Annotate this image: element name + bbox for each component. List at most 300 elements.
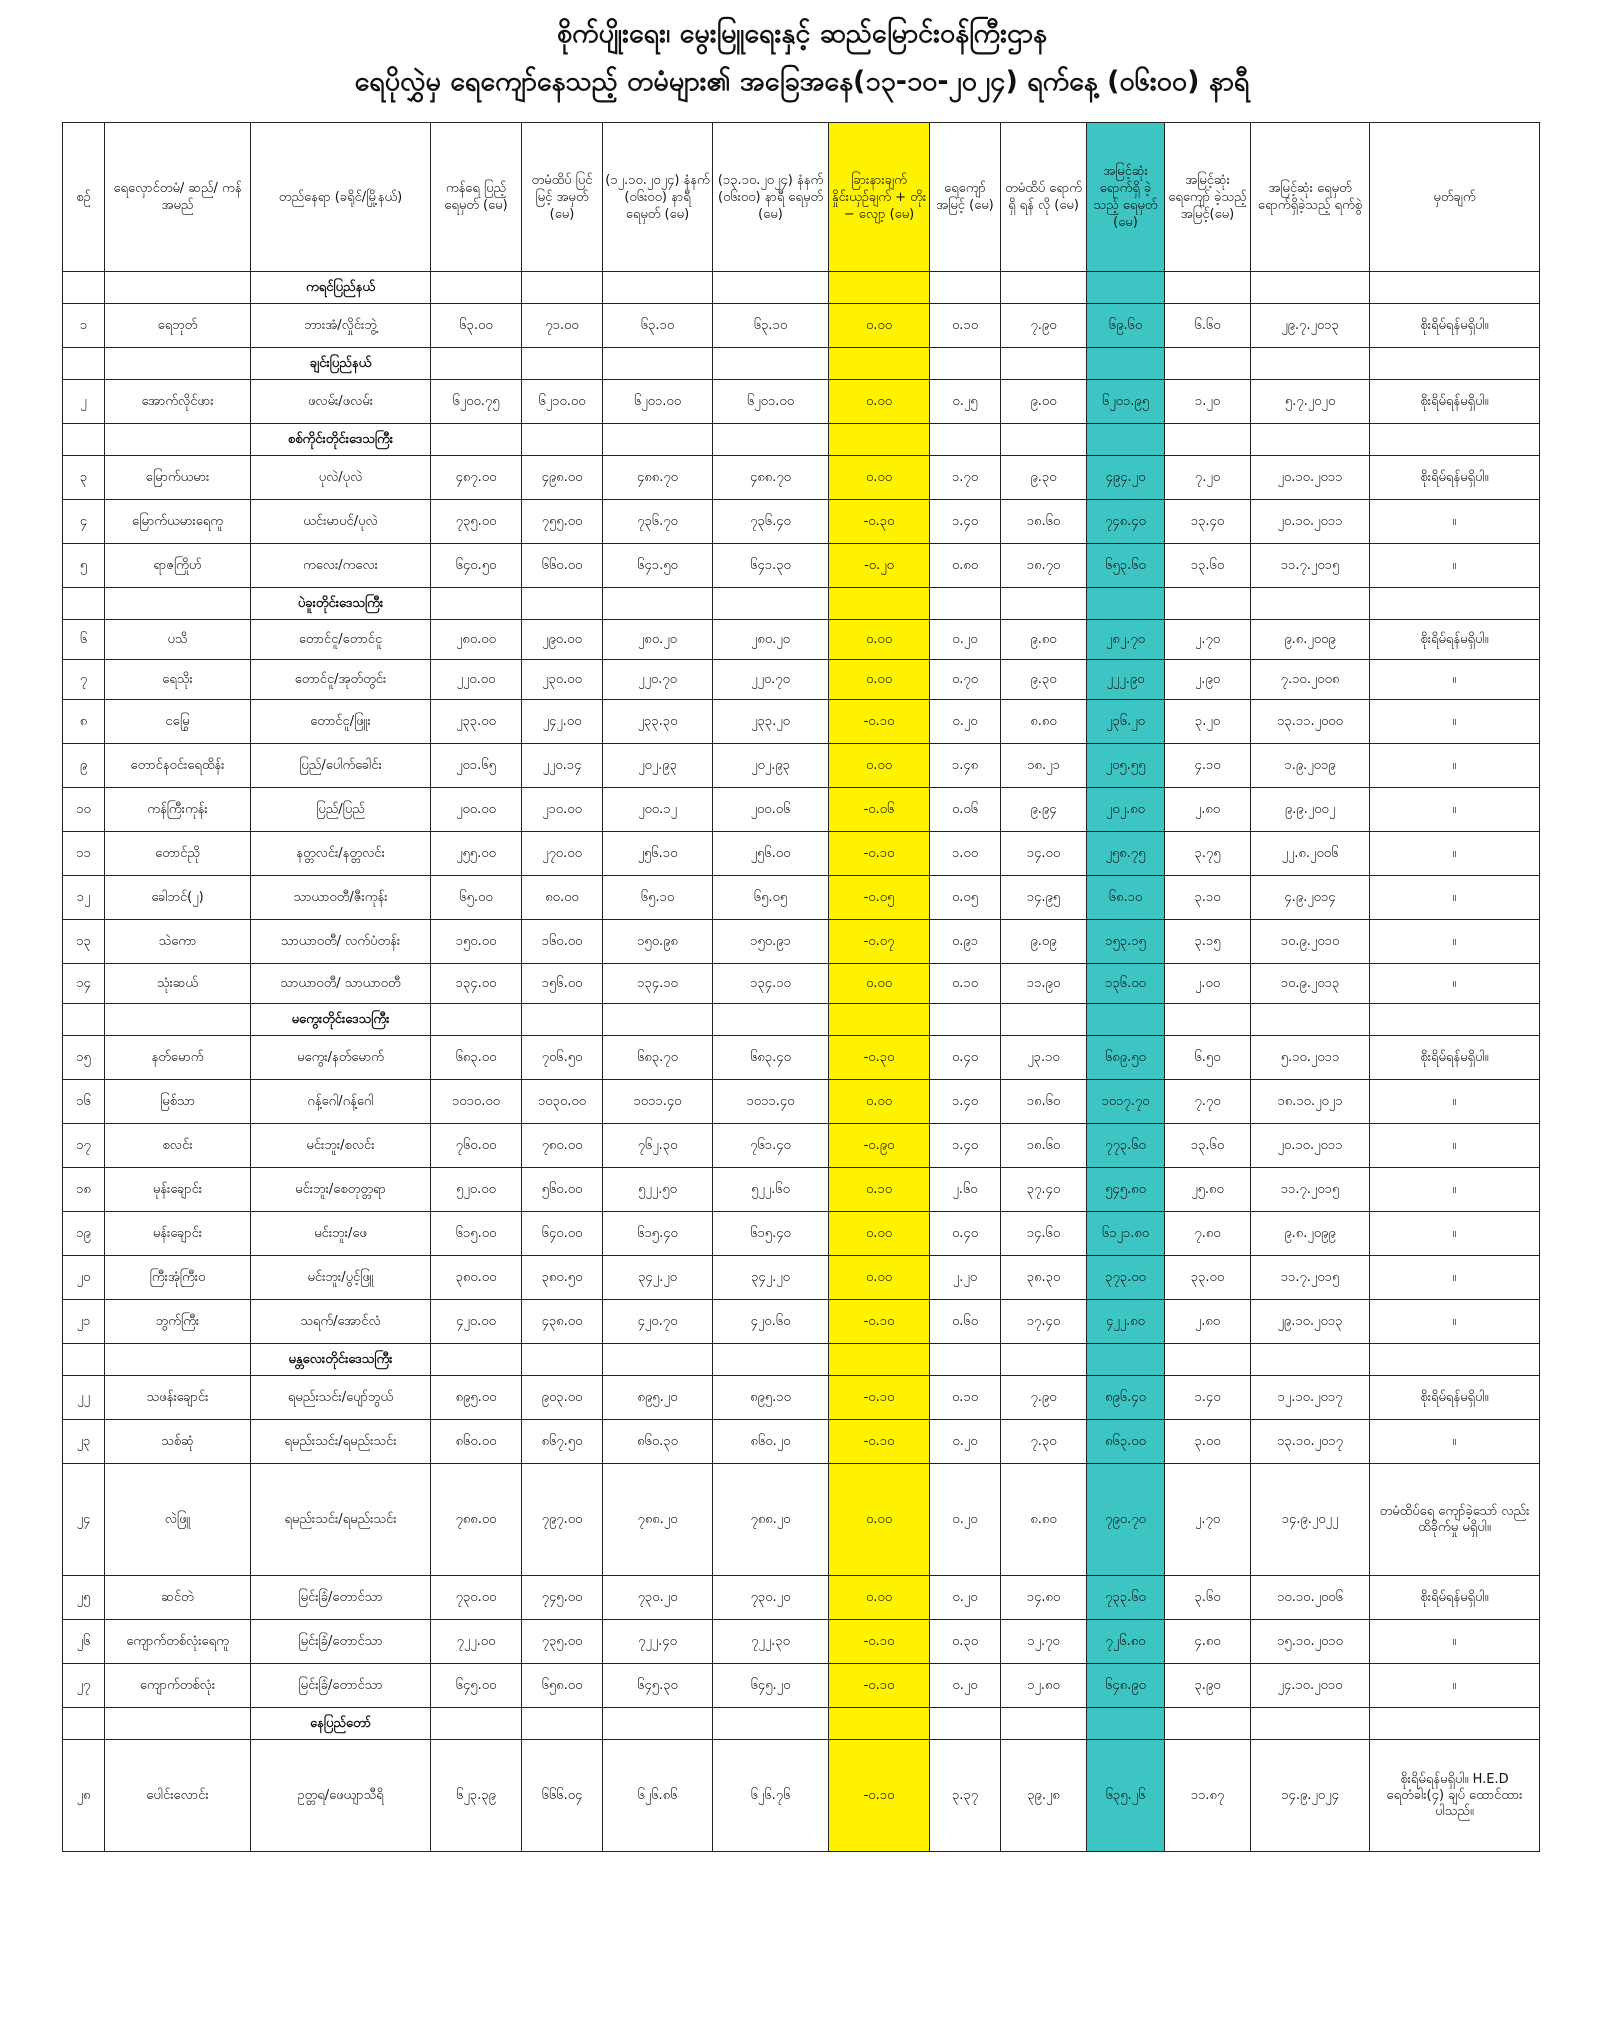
table-cell: ၁၅.၁၀.၂၀၁၀ bbox=[1251, 1620, 1370, 1664]
table-cell: ၂၈၀.၀၀ bbox=[431, 620, 522, 660]
table-cell bbox=[713, 348, 829, 380]
table-cell: ၉.၉၄ bbox=[1001, 788, 1087, 832]
table-cell: ၂၅၆.၁၀ bbox=[603, 832, 713, 876]
table-row bbox=[63, 1036, 1540, 1080]
table-cell: ၁၃.၆၀ bbox=[1165, 1124, 1251, 1168]
table-cell: ၇၆၀.၀၀ bbox=[431, 1124, 522, 1168]
page-subtitle: ရေပိုလွှဲမှ ရေကျော်နေသည့် တမံများ၏ အခြေအနေ(၁၃-၁၀-၂၀၂၄) ရက်နေ့ (၀၆း၀၀) နာရီ bbox=[354, 66, 1250, 97]
table-cell: ၇၈၈.၂၀ bbox=[603, 1464, 713, 1576]
table-cell: ၈.၈၀ bbox=[1001, 1464, 1087, 1576]
table-cell: ၁၅၀.၉၈ bbox=[603, 920, 713, 964]
table-cell: ၆.၆၀ bbox=[1165, 304, 1251, 348]
col-header: (၁၃.၁၀.၂၀၂၄) နံနက် (၀၆း၀၀) နာရီ ရေမှတ် (မေ) bbox=[713, 123, 829, 272]
table-cell: ၂၂.၈.၂၀၀၆ bbox=[1251, 832, 1370, 876]
table-cell: မင်းဘူး/စေတုတ္တရာ bbox=[251, 1168, 431, 1212]
table-cell bbox=[1001, 1344, 1087, 1376]
table-cell: ၇၆၁.၄၀ bbox=[713, 1124, 829, 1168]
table-cell bbox=[1251, 424, 1370, 456]
table-cell bbox=[930, 1004, 1001, 1036]
table-cell bbox=[431, 1708, 522, 1740]
table-cell: ၆၂၁၀.၀၀ bbox=[522, 380, 603, 424]
table-cell bbox=[930, 1708, 1001, 1740]
table-cell: ၇၉၀.၇၀ bbox=[1087, 1464, 1165, 1576]
col-header: (၁၂.၁၀.၂၀၂၄) နံနက် (၀၆း၀၀) နာရီ ရေမှတ် (မေ) bbox=[603, 123, 713, 272]
table-cell bbox=[1251, 1708, 1370, 1740]
table-cell: ၆၉.၆၀ bbox=[1087, 304, 1165, 348]
remark-cell: ။ bbox=[1370, 920, 1540, 964]
table-cell: ၆၅.၀၀ bbox=[431, 876, 522, 920]
remark-cell: စိုးရိမ်ရန်မရှိပါ။ bbox=[1370, 304, 1540, 348]
table-cell: ၆၈၃.၄၀ bbox=[713, 1036, 829, 1080]
region-row bbox=[63, 588, 1540, 620]
table-cell: ၇၃၆.၇၀ bbox=[603, 500, 713, 544]
table-cell: သုံးဆယ် bbox=[105, 964, 251, 1004]
table-cell: ၇၃၃.၆၀ bbox=[1087, 1576, 1165, 1620]
dam-status-table bbox=[62, 122, 1540, 1852]
table-cell: သာယာဝတီ/ လက်ပံတန်း bbox=[251, 920, 431, 964]
col-header: ခြားနားချက် နှိုင်းယှဉ်ချက် + တိုး − လျော့ (မေ) bbox=[829, 123, 930, 272]
table-cell: ၈၆၃.၀၀ bbox=[1087, 1420, 1165, 1464]
table-cell: ၂၀၅.၅၅ bbox=[1087, 744, 1165, 788]
table-cell bbox=[1251, 1004, 1370, 1036]
table-cell: ၂၅၈.၇၅ bbox=[1087, 832, 1165, 876]
table-cell: ၀.၂၀ bbox=[930, 1576, 1001, 1620]
table-cell: ၄၉၈.၀၀ bbox=[522, 456, 603, 500]
region-name: စစ်ကိုင်းတိုင်းဒေသကြီး bbox=[251, 424, 431, 456]
col-header: ရေကျော် အမြင့် (မေ) bbox=[930, 123, 1001, 272]
table-cell: ၂၂၀.၀၀ bbox=[431, 660, 522, 700]
table-cell: ၆၂၃.၃၉ bbox=[431, 1740, 522, 1852]
remark-cell: ။ bbox=[1370, 744, 1540, 788]
region-name: နေပြည်တော် bbox=[251, 1708, 431, 1740]
table-cell: ၁၁.၇.၂၀၁၅ bbox=[1251, 1256, 1370, 1300]
table-cell: ပေါင်းလောင်း bbox=[105, 1740, 251, 1852]
table-cell bbox=[1251, 348, 1370, 380]
table-cell bbox=[713, 1344, 829, 1376]
table-cell: ၁၈.၆၀ bbox=[1001, 1080, 1087, 1124]
table-row bbox=[63, 620, 1540, 660]
table-cell: ၆၄၁.၅၀ bbox=[603, 544, 713, 588]
table-cell: ၀.၂၅ bbox=[930, 380, 1001, 424]
region-row bbox=[63, 1004, 1540, 1036]
table-cell: ၁၄.၉.၂၀၂၂ bbox=[1251, 1464, 1370, 1576]
table-cell: ၁၄.၀၀ bbox=[1001, 832, 1087, 876]
table-cell bbox=[63, 272, 105, 304]
table-cell: မြင်းခြံ/တောင်သာ bbox=[251, 1620, 431, 1664]
table-cell: ၇.၉၀ bbox=[1001, 304, 1087, 348]
table-cell: လဲဖြူ bbox=[105, 1464, 251, 1576]
table-cell bbox=[829, 1708, 930, 1740]
col-header: ရေလှောင်တမံ/ ဆည်/ ကန်အမည် bbox=[105, 123, 251, 272]
table-cell: ၂၀၁.၆၅ bbox=[431, 744, 522, 788]
table-cell: ၆၂၀၁.၀၀ bbox=[713, 380, 829, 424]
table-cell bbox=[1370, 1708, 1540, 1740]
table-cell: ၆၅၃.၆၀ bbox=[1087, 544, 1165, 588]
table-cell: ၁၃.၁၀.၂၀၁၇ bbox=[1251, 1420, 1370, 1464]
table-cell: ၇၉၇.၀၀ bbox=[522, 1464, 603, 1576]
table-cell: ၆၁၅.၄၀ bbox=[713, 1212, 829, 1256]
table-cell: ၇၃၅.၀၀ bbox=[522, 1620, 603, 1664]
table-cell: ၃၇.၄၀ bbox=[1001, 1168, 1087, 1212]
table-cell: ၁၀၁၁.၄၀ bbox=[603, 1080, 713, 1124]
table-cell: ၇၇၃.၆၀ bbox=[1087, 1124, 1165, 1168]
table-cell: ၁၃၄.၁၀ bbox=[603, 964, 713, 1004]
table-cell: ဥတ္တရ/ဖေယျာသီရိ bbox=[251, 1740, 431, 1852]
table-cell: တောင်ငူ/တောင်ငူ bbox=[251, 620, 431, 660]
table-cell: ၇၆၂.၃၀ bbox=[603, 1124, 713, 1168]
table-cell: ၁.၄၀ bbox=[930, 1124, 1001, 1168]
table-cell bbox=[522, 1708, 603, 1740]
table-cell bbox=[930, 1344, 1001, 1376]
table-cell: -၀.၂၀ bbox=[829, 544, 930, 588]
table-cell: ၁.၉.၂၀၁၉ bbox=[1251, 744, 1370, 788]
table-cell: ၁.၇၀ bbox=[930, 456, 1001, 500]
table-cell: ၇၃၆.၄၀ bbox=[713, 500, 829, 544]
table-cell: ၉.၃၀ bbox=[1001, 660, 1087, 700]
table-cell: ၀.၀၀ bbox=[829, 1576, 930, 1620]
table-cell: ၁၁ bbox=[63, 832, 105, 876]
table-cell bbox=[1087, 272, 1165, 304]
remark-cell: ။ bbox=[1370, 660, 1540, 700]
table-cell bbox=[603, 588, 713, 620]
table-cell bbox=[1001, 1708, 1087, 1740]
region-row bbox=[63, 1708, 1540, 1740]
table-row bbox=[63, 1740, 1540, 1852]
table-cell: ၀.၀၆ bbox=[930, 788, 1001, 832]
table-cell: ရမည်းသင်း/ရမည်းသင်း bbox=[251, 1464, 431, 1576]
table-cell: ၃၈၀.၀၀ bbox=[431, 1256, 522, 1300]
table-cell: ၁၀.၉.၂၀၁၃ bbox=[1251, 964, 1370, 1004]
table-cell: ၃၈၀.၅၀ bbox=[522, 1256, 603, 1300]
table-cell: ၅ bbox=[63, 544, 105, 588]
table-cell: ၄၂၀.၆၀ bbox=[713, 1300, 829, 1344]
table-cell: ၁ bbox=[63, 304, 105, 348]
table-cell: ၈၉၅.၀၀ bbox=[431, 1376, 522, 1420]
table-cell: ၂၁၀.၀၀ bbox=[522, 788, 603, 832]
table-cell: ရေသိုး bbox=[105, 660, 251, 700]
table-cell: ၅၆၀.၀၀ bbox=[522, 1168, 603, 1212]
table-cell: ၈၆၀.၂၀ bbox=[713, 1420, 829, 1464]
table-cell bbox=[1001, 272, 1087, 304]
table-row bbox=[63, 832, 1540, 876]
table-cell: ၁၀၃၀.၀၀ bbox=[522, 1080, 603, 1124]
remark-cell: စိုးရိမ်ရန်မရှိပါ။ H.E.D ရေတံခါး(၄) ချပ် ထောင်ထားပါသည်။ bbox=[1370, 1740, 1540, 1852]
table-cell: ၇၈၀.၀၀ bbox=[522, 1124, 603, 1168]
table-cell: တောင်ငူ/အုတ်တွင်း bbox=[251, 660, 431, 700]
table-cell: ၃၈.၃၀ bbox=[1001, 1256, 1087, 1300]
table-cell: မြောက်ယမားရေကူ bbox=[105, 500, 251, 544]
table-cell: ၁.၄၀ bbox=[1165, 1376, 1251, 1420]
table-cell: ၇၄၅.၀၀ bbox=[522, 1576, 603, 1620]
table-cell bbox=[603, 348, 713, 380]
table-cell bbox=[105, 1708, 251, 1740]
table-cell bbox=[829, 1344, 930, 1376]
table-cell: သဖန်းချောင်း bbox=[105, 1376, 251, 1420]
table-cell: ၂၇ bbox=[63, 1664, 105, 1708]
table-cell: -၀.၉၀ bbox=[829, 1124, 930, 1168]
remark-cell: ။ bbox=[1370, 1168, 1540, 1212]
table-cell: ၁၆၀.၀၀ bbox=[522, 920, 603, 964]
table-cell: ၇၃၀.၀၀ bbox=[431, 1576, 522, 1620]
table-cell: ငမြွေ bbox=[105, 700, 251, 744]
table-cell bbox=[522, 1004, 603, 1036]
table-cell: ၄၈၈.၇၀ bbox=[713, 456, 829, 500]
col-header: တမံထိပ် ပြင်မြင့် အမှတ် (မေ) bbox=[522, 123, 603, 272]
table-cell: ၂၈၀.၂၀ bbox=[713, 620, 829, 660]
table-cell: ၈၆၇.၅၀ bbox=[522, 1420, 603, 1464]
table-cell: ၁၁.၇.၂၀၁၅ bbox=[1251, 1168, 1370, 1212]
table-cell: ၁၅၀.၀၀ bbox=[431, 920, 522, 964]
table-cell: ၇၂၂.၄၀ bbox=[603, 1620, 713, 1664]
table-cell: ၀.၈၀ bbox=[930, 544, 1001, 588]
table-cell: မင်းဘူး/စလင်း bbox=[251, 1124, 431, 1168]
table-cell: ၆၄၀.၅၀ bbox=[431, 544, 522, 588]
col-header: အမြင့်ဆုံး ရေမှတ် ရောက်ရှိခဲ့သည့် ရက်စွဲ bbox=[1251, 123, 1370, 272]
table-cell bbox=[105, 1004, 251, 1036]
table-cell: သရက်/အောင်လံ bbox=[251, 1300, 431, 1344]
table-cell: ၂၆ bbox=[63, 1620, 105, 1664]
table-cell: မကွေး/နတ်မောက် bbox=[251, 1036, 431, 1080]
table-cell bbox=[1251, 1344, 1370, 1376]
table-cell bbox=[1251, 272, 1370, 304]
table-cell: ၂၀၀.၀၆ bbox=[713, 788, 829, 832]
table-cell bbox=[522, 1344, 603, 1376]
table-cell bbox=[713, 588, 829, 620]
table-cell: ၀.၉၁ bbox=[930, 920, 1001, 964]
table-cell: ၁၄ bbox=[63, 964, 105, 1004]
table-cell bbox=[105, 1344, 251, 1376]
table-cell bbox=[1370, 588, 1540, 620]
remark-cell: ။ bbox=[1370, 1212, 1540, 1256]
table-cell: ၂၅ bbox=[63, 1576, 105, 1620]
table-cell: ၂၃၆.၂၀ bbox=[1087, 700, 1165, 744]
table-cell: ၂၉၀.၀၀ bbox=[522, 620, 603, 660]
table-cell bbox=[930, 272, 1001, 304]
table-cell: ၆၁၅.၄၀ bbox=[603, 1212, 713, 1256]
table-cell: ၁၂ bbox=[63, 876, 105, 920]
table-cell: ၄၈၇.၀၀ bbox=[431, 456, 522, 500]
remark-cell: စိုးရိမ်ရန်မရှိပါ။ bbox=[1370, 1576, 1540, 1620]
table-cell: ၁.၂၀ bbox=[1165, 380, 1251, 424]
table-cell: ၆၄၅.၃၀ bbox=[603, 1664, 713, 1708]
table-cell: ၃.၀၀ bbox=[1165, 1420, 1251, 1464]
table-row bbox=[63, 788, 1540, 832]
table-cell: ၉၀၃.၀၀ bbox=[522, 1376, 603, 1420]
table-cell: ၅.၇.၂၀၂၀ bbox=[1251, 380, 1370, 424]
table-cell: နတ်မောက် bbox=[105, 1036, 251, 1080]
table-cell: ၃.၆၀ bbox=[1165, 1576, 1251, 1620]
remark-cell: ။ bbox=[1370, 1080, 1540, 1124]
region-name: ပဲခူးတိုင်းဒေသကြီး bbox=[251, 588, 431, 620]
table-cell: ၁၃.၆၀ bbox=[1165, 544, 1251, 588]
table-cell bbox=[431, 348, 522, 380]
table-cell: ၂.၈၀ bbox=[1165, 788, 1251, 832]
table-cell: ၂၀ bbox=[63, 1256, 105, 1300]
table-cell: ၂၈ bbox=[63, 1740, 105, 1852]
table-cell: ၁၃၆.၀၀ bbox=[1087, 964, 1165, 1004]
table-cell bbox=[829, 1004, 930, 1036]
table-cell: ၈ bbox=[63, 700, 105, 744]
table-cell: ၇၅၅.၀၀ bbox=[522, 500, 603, 544]
table-cell: ၂.၇၀ bbox=[1165, 620, 1251, 660]
table-cell: ၁၄.၉.၂၀၂၄ bbox=[1251, 1740, 1370, 1852]
table-cell: ၀.၇၀ bbox=[930, 660, 1001, 700]
table-cell: ၂၃၃.၂၀ bbox=[713, 700, 829, 744]
table-cell: ၀.၂၀ bbox=[930, 1420, 1001, 1464]
remark-cell: ။ bbox=[1370, 700, 1540, 744]
table-cell: ၂၃၃.၀၀ bbox=[431, 700, 522, 744]
table-cell: -၀.၃၀ bbox=[829, 1036, 930, 1080]
table-cell: ၆၂၀၀.၇၅ bbox=[431, 380, 522, 424]
table-cell: ၇.၈၀ bbox=[1165, 1212, 1251, 1256]
table-cell: ၈.၈၀ bbox=[1001, 700, 1087, 744]
table-cell: ၀.၁၀ bbox=[829, 1168, 930, 1212]
table-row bbox=[63, 1124, 1540, 1168]
table-cell: ၆၂၆.၈၆ bbox=[603, 1740, 713, 1852]
table-cell: ၉.၀၉ bbox=[1001, 920, 1087, 964]
table-cell: ၇၀၆.၅၀ bbox=[522, 1036, 603, 1080]
col-header: တမံထိပ် ရောက်ရှိ ရန် လို (မေ) bbox=[1001, 123, 1087, 272]
table-row bbox=[63, 744, 1540, 788]
table-cell: -၀.၁၀ bbox=[829, 1300, 930, 1344]
remark-cell: ။ bbox=[1370, 876, 1540, 920]
table-cell: မြင်းခြံ/တောင်သာ bbox=[251, 1576, 431, 1620]
table-cell bbox=[1087, 588, 1165, 620]
table-cell: ၁၁.၉၀ bbox=[1001, 964, 1087, 1004]
table-cell: -၀.၁၀ bbox=[829, 1740, 930, 1852]
table-cell: ၂၀၂.၉၃ bbox=[713, 744, 829, 788]
table-cell: ၂.၇၀ bbox=[1165, 1464, 1251, 1576]
table-cell: ၇ bbox=[63, 660, 105, 700]
table-cell bbox=[1001, 348, 1087, 380]
table-cell: ၂၅၆.၀၀ bbox=[713, 832, 829, 876]
table-cell: -၀.၁၀ bbox=[829, 1664, 930, 1708]
table-cell bbox=[829, 272, 930, 304]
table-cell: ၈၉၆.၄၀ bbox=[1087, 1376, 1165, 1420]
table-cell: ၂၈၂.၇၀ bbox=[1087, 620, 1165, 660]
table-row bbox=[63, 920, 1540, 964]
table-cell: ယင်းမာပင်/ပုလဲ bbox=[251, 500, 431, 544]
table-cell: ၁၂.၈၀ bbox=[1001, 1664, 1087, 1708]
table-cell: ၇၈၈.၀၀ bbox=[431, 1464, 522, 1576]
region-name: ကရင်ပြည်နယ် bbox=[251, 272, 431, 304]
table-cell bbox=[431, 1344, 522, 1376]
region-name: မန္တလေးတိုင်းဒေသကြီး bbox=[251, 1344, 431, 1376]
table-cell bbox=[1001, 424, 1087, 456]
table-cell bbox=[713, 1004, 829, 1036]
table-cell bbox=[1087, 348, 1165, 380]
table-cell: ၁.၄၀ bbox=[930, 1080, 1001, 1124]
table-cell: ၀.၀၀ bbox=[829, 744, 930, 788]
table-cell: ၆၂၆.၇၆ bbox=[713, 1740, 829, 1852]
table-cell bbox=[829, 348, 930, 380]
table-cell: ကန်ကြီးကုန်း bbox=[105, 788, 251, 832]
table-cell: ၂၀.၁၀.၂၀၁၁ bbox=[1251, 456, 1370, 500]
table-cell bbox=[713, 272, 829, 304]
table-cell: ၂.၆၀ bbox=[930, 1168, 1001, 1212]
remark-cell: စိုးရိမ်ရန်မရှိပါ။ bbox=[1370, 456, 1540, 500]
table-cell: ၇၁.၀၀ bbox=[522, 304, 603, 348]
table-cell: ၄၂၂.၈၀ bbox=[1087, 1300, 1165, 1344]
table-cell: ၆၈၃.၀၀ bbox=[431, 1036, 522, 1080]
table-cell: -၀.၀၆ bbox=[829, 788, 930, 832]
table-cell bbox=[105, 588, 251, 620]
table-cell: ပုလဲ/ပုလဲ bbox=[251, 456, 431, 500]
table-cell: ၃၄၂.၂၀ bbox=[713, 1256, 829, 1300]
table-cell: ၇၃၀.၂၀ bbox=[713, 1576, 829, 1620]
table-cell: ၉.၈.၂၀၀၉ bbox=[1251, 620, 1370, 660]
table-cell: ၀.၃၀ bbox=[930, 1620, 1001, 1664]
table-cell: ၉.၉.၂၀၀၂ bbox=[1251, 788, 1370, 832]
table-cell bbox=[431, 272, 522, 304]
remark-cell: ။ bbox=[1370, 788, 1540, 832]
col-header: အမြင့်ဆုံး ရေကျော် ခဲ့သည့် အမြင့်(မေ) bbox=[1165, 123, 1251, 272]
table-cell: ၀.၀၀ bbox=[829, 1464, 930, 1576]
table-cell: ၁၀၁၁.၄၀ bbox=[713, 1080, 829, 1124]
table-cell: ၇၂၂.၃၀ bbox=[713, 1620, 829, 1664]
table-cell: ၂၄၂.၀၀ bbox=[522, 700, 603, 744]
table-cell: ၇၈၈.၂၀ bbox=[713, 1464, 829, 1576]
table-cell: ၂၀၀.၀၀ bbox=[431, 788, 522, 832]
table-cell: ၆ bbox=[63, 620, 105, 660]
table-cell bbox=[1165, 1004, 1251, 1036]
table-cell bbox=[930, 348, 1001, 380]
table-cell bbox=[603, 1344, 713, 1376]
remark-cell: ။ bbox=[1370, 1420, 1540, 1464]
table-cell bbox=[1251, 588, 1370, 620]
table-cell: ၆၃.၁၀ bbox=[713, 304, 829, 348]
table-cell bbox=[603, 424, 713, 456]
table-cell bbox=[431, 424, 522, 456]
table-cell: ၂၂၀.၁၄ bbox=[522, 744, 603, 788]
table-cell: ၁၄.၉၅ bbox=[1001, 876, 1087, 920]
table-cell: မင်းဘူး/ပွင့်ဖြူ bbox=[251, 1256, 431, 1300]
table-cell: -၀.၁၀ bbox=[829, 832, 930, 876]
table-cell: ၁.၀၀ bbox=[930, 832, 1001, 876]
table-cell: -၀.၀၅ bbox=[829, 876, 930, 920]
table-cell: ၁.၄၈ bbox=[930, 744, 1001, 788]
table-cell bbox=[63, 588, 105, 620]
table-cell: ၁၁.၈၇ bbox=[1165, 1740, 1251, 1852]
table-cell: ၂.၈၀ bbox=[1165, 1300, 1251, 1344]
table-cell: ၁၀၁၇.၇၀ bbox=[1087, 1080, 1165, 1124]
table-row bbox=[63, 456, 1540, 500]
table-cell: ၆၁၂၁.၈၀ bbox=[1087, 1212, 1165, 1256]
table-cell bbox=[1087, 424, 1165, 456]
table-cell: ၂၀၀.၁၂ bbox=[603, 788, 713, 832]
region-row bbox=[63, 272, 1540, 304]
table-cell: ၆၃၅.၂၆ bbox=[1087, 1740, 1165, 1852]
table-cell: ၆.၅၀ bbox=[1165, 1036, 1251, 1080]
remark-cell: ။ bbox=[1370, 1620, 1540, 1664]
table-cell: မန်းချောင်း bbox=[105, 1212, 251, 1256]
region-row bbox=[63, 1344, 1540, 1376]
table-cell: -၀.၁၀ bbox=[829, 1420, 930, 1464]
table-cell: ကျောက်တစ်လုံးရေကူ bbox=[105, 1620, 251, 1664]
table-cell: ၀.၀၀ bbox=[829, 964, 930, 1004]
table-cell bbox=[1370, 1344, 1540, 1376]
table-body bbox=[63, 272, 1540, 1852]
table-cell: ၀.၂၀ bbox=[930, 620, 1001, 660]
table-cell: ၀.၀၀ bbox=[829, 660, 930, 700]
table-cell: ၄၉၄.၂၀ bbox=[1087, 456, 1165, 500]
table-cell: ၆၅.၀၅ bbox=[713, 876, 829, 920]
table-cell bbox=[63, 424, 105, 456]
table-cell: ၄၃၈.၀၀ bbox=[522, 1300, 603, 1344]
table-cell: ဂန့်ဂေါ/ဂန့်ဂေါ bbox=[251, 1080, 431, 1124]
col-header: စဉ် bbox=[63, 123, 105, 272]
table-cell: ၁၅၀.၉၁ bbox=[713, 920, 829, 964]
